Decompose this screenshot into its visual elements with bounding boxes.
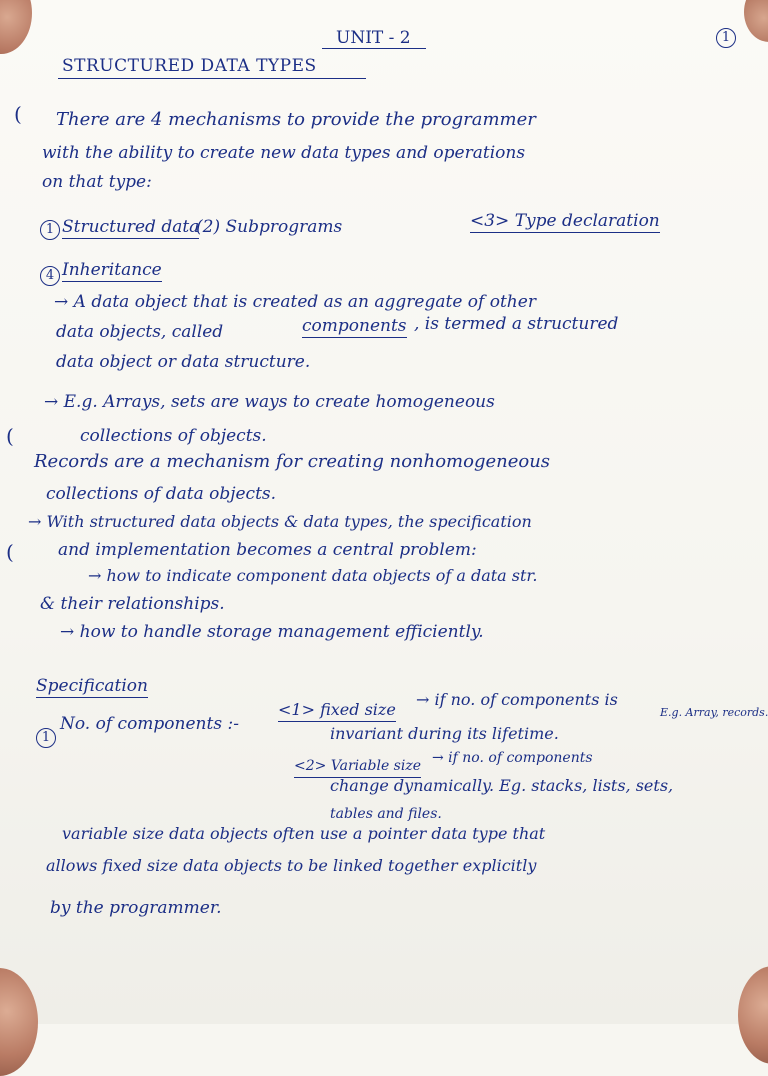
text-line: → With structured data objects & data types, the specification <box>28 512 532 531</box>
text-line: allows fixed size data objects to be linked together explicitly <box>46 856 537 875</box>
finger-top-left <box>0 0 32 54</box>
text-line: change dynamically. Eg. stacks, lists, sets, <box>330 776 674 795</box>
finger-top-right <box>744 0 768 42</box>
spec-item-label: No. of components :- <box>60 714 239 734</box>
title-underline <box>58 78 366 79</box>
text-line: data objects, called <box>56 322 224 342</box>
unit-label: UNIT - 2 <box>336 28 411 48</box>
list-number: 4 <box>40 266 60 286</box>
text-line: E.g. Array, records. <box>660 706 768 719</box>
spec-variable-size: <2> Variable size <box>294 756 421 778</box>
text-line: data object or data structure. <box>56 352 311 372</box>
mechanism-subprograms: (2) Subprograms <box>196 217 343 237</box>
text-line: collections of objects. <box>80 426 267 446</box>
text-line: Records are a mechanism for creating nonhomogeneous <box>34 451 551 472</box>
mechanism-inheritance: Inheritance <box>62 260 162 280</box>
text-line: collections of data objects. <box>46 484 277 504</box>
text-line: tables and files. <box>330 806 442 822</box>
text-line: and implementation becomes a central problem: <box>58 540 477 560</box>
list-number: 1 <box>36 728 56 748</box>
mechanism-structured-data: Structured data <box>62 217 200 237</box>
page-number: 1 <box>716 28 736 48</box>
text-line: → if no. of components <box>432 750 593 766</box>
text-line: & their relationships. <box>40 594 225 614</box>
text-line: variable size data objects often use a pointer data type that <box>62 824 546 843</box>
text-line: There are 4 mechanisms to provide the programmer <box>56 109 536 130</box>
finger-bottom-right <box>738 966 768 1064</box>
margin-mark: ( <box>14 102 22 126</box>
text-line: → how to handle storage management efficiently. <box>60 622 484 642</box>
text-line: with the ability to create new data types and operations <box>42 143 526 163</box>
margin-mark: ( <box>6 424 14 448</box>
text-line: → how to indicate component data objects of a data str. <box>88 566 538 585</box>
finger-bottom-left <box>0 968 38 1076</box>
text-line: by the programmer. <box>50 898 222 918</box>
mechanism-type-declaration: <3> Type declaration <box>470 211 660 231</box>
text-line: invariant during its lifetime. <box>330 724 559 743</box>
term-components: components <box>302 316 407 336</box>
page-title: STRUCTURED DATA TYPES <box>62 56 317 76</box>
section-heading-specification: Specification <box>36 676 148 696</box>
list-number: 1 <box>40 220 60 240</box>
unit-underline <box>322 48 426 49</box>
margin-mark: ( <box>6 540 14 564</box>
text-line: → if no. of components is <box>416 690 618 709</box>
text-line: → E.g. Arrays, sets are ways to create homogeneous <box>44 392 495 412</box>
text-line: → A data object that is created as an aggregate of other <box>54 292 536 312</box>
text-line: , is termed a structured <box>414 314 619 334</box>
text-line: on that type: <box>42 172 152 192</box>
spec-fixed-size: <1> fixed size <box>278 700 396 722</box>
